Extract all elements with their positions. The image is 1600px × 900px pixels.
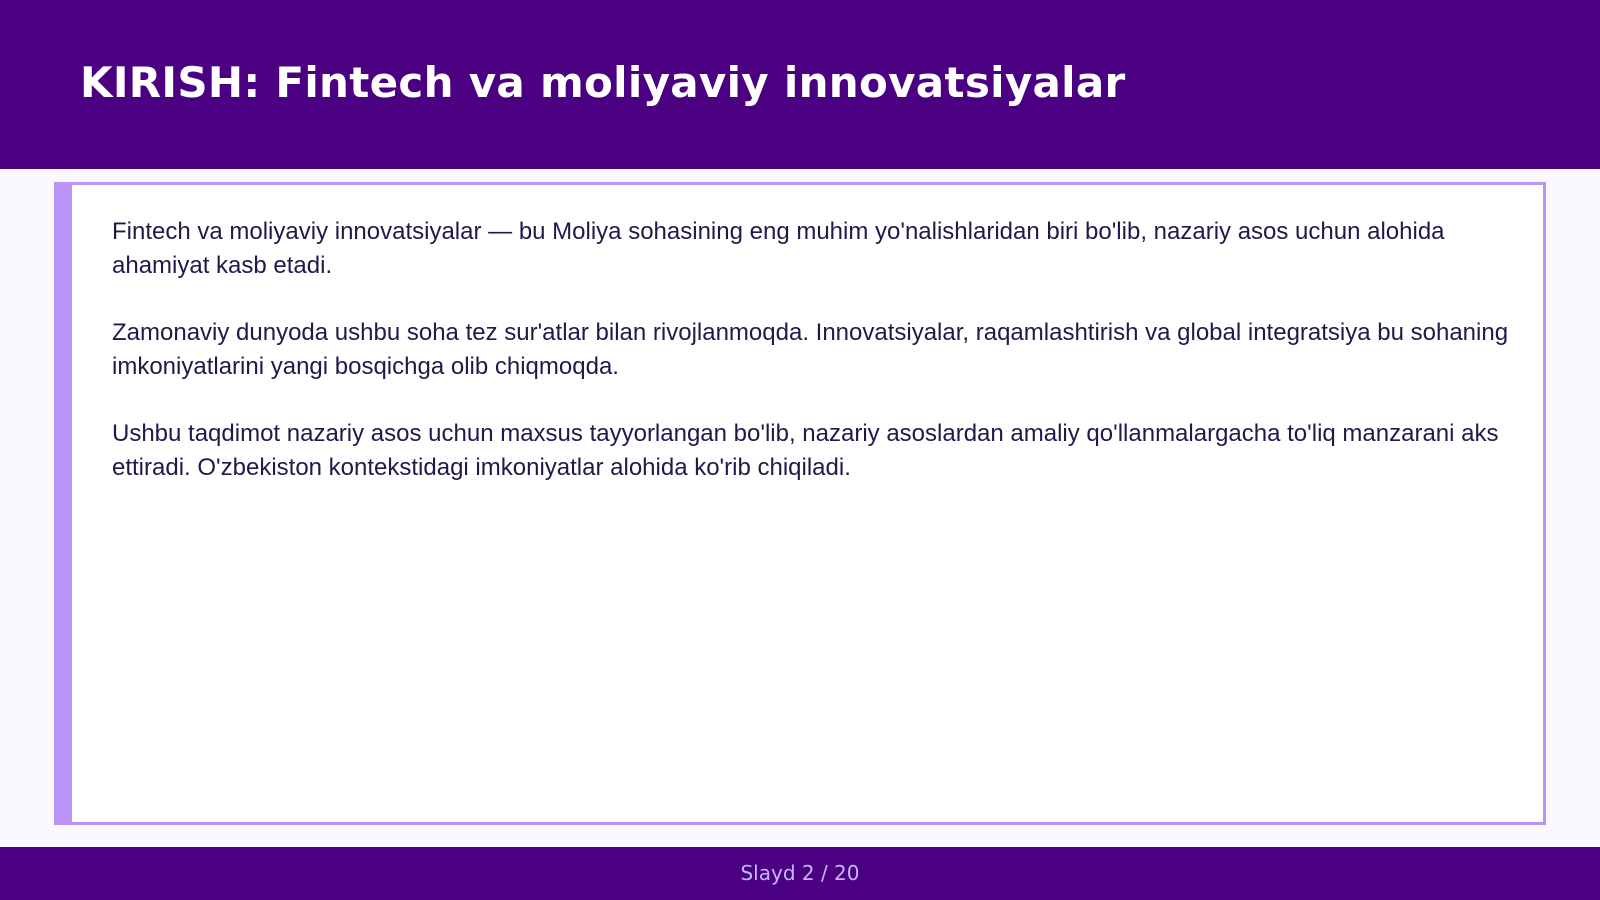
slide-counter: Slayd 2 / 20 bbox=[740, 861, 860, 885]
slide-title: KIRISH: Fintech va moliyaviy innovatsiyalar bbox=[80, 58, 1126, 107]
paragraph-2: Zamonaviy dunyoda ushbu soha tez sur'atlar bilan rivojlanmoqda. Innovatsiyalar, raqamlashtirish va global integratsiya bu sohaning imkoniyatlarini yangi bosqichga olib chiqmoqda. bbox=[112, 319, 1509, 380]
slide-header bbox=[0, 0, 1600, 169]
paragraph-1: Fintech va moliyaviy innovatsiyalar — bu Moliya sohasining eng muhim yo'nalishlaridan biri bo'lib, nazariy asos uchun alohida ahamiyat kasb etadi. bbox=[112, 218, 1445, 279]
paragraph-3: Ushbu taqdimot nazariy asos uchun maxsus tayyorlangan bo'lib, nazariy asoslardan amaliy qo'llanmalargacha to'liq manzarani aks ettiradi. O'zbekiston kontekstidagi imkoniyatlar alohida ko'rib chiqiladi. bbox=[112, 420, 1499, 481]
content-body bbox=[112, 215, 1512, 518]
slide-footer bbox=[0, 847, 1600, 900]
content-card bbox=[54, 182, 1546, 825]
